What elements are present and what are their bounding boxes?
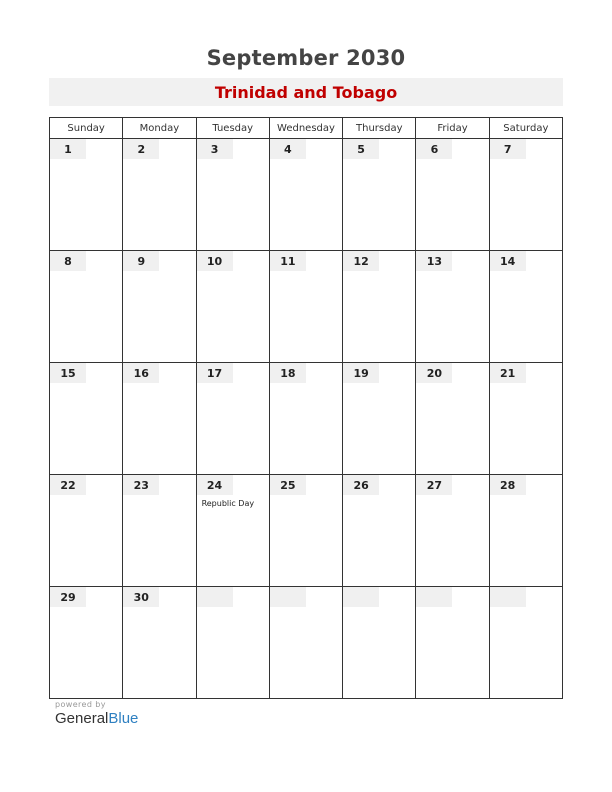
day-number: 13 [426, 255, 443, 268]
day-number: 3 [210, 143, 219, 156]
day-number-box [416, 587, 452, 607]
day-number-box [50, 587, 86, 607]
weekday-header: Tuesday [196, 118, 269, 139]
day-number-box [270, 363, 306, 383]
day-number: 27 [426, 479, 443, 492]
day-cell[interactable] [123, 139, 196, 251]
day-number: 30 [133, 591, 149, 604]
day-number-box [123, 475, 159, 495]
weekday-header: Sunday [50, 118, 123, 139]
generalblue-logo[interactable] [55, 710, 138, 727]
day-cell[interactable] [123, 251, 196, 363]
day-cell[interactable] [343, 587, 416, 699]
day-number-box [123, 251, 159, 271]
day-number: 9 [137, 255, 146, 268]
day-number: 28 [500, 479, 516, 492]
day-cell[interactable] [489, 475, 562, 587]
day-cell[interactable] [196, 139, 269, 251]
weekday-header: Wednesday [269, 118, 342, 139]
day-cell[interactable] [196, 363, 269, 475]
day-cell[interactable] [416, 139, 489, 251]
day-number-box [123, 587, 159, 607]
brand-blue: Blue [108, 710, 139, 727]
day-cell[interactable] [269, 475, 342, 587]
day-number: 11 [280, 255, 296, 268]
day-cell[interactable] [343, 139, 416, 251]
week-row [50, 363, 563, 475]
day-number: 15 [60, 367, 76, 380]
day-number-box [416, 139, 452, 159]
day-cell[interactable] [269, 251, 342, 363]
day-cell[interactable] [343, 363, 416, 475]
day-number-box [50, 475, 86, 495]
day-cell[interactable] [123, 475, 196, 587]
day-cell[interactable] [50, 363, 123, 475]
day-number-box [490, 251, 526, 271]
day-cell[interactable] [50, 587, 123, 699]
day-number: 14 [500, 255, 516, 268]
day-number: 16 [133, 367, 149, 380]
calendar-title: September 2030 [206, 46, 406, 70]
footer-branding [55, 700, 138, 727]
day-cell[interactable] [489, 139, 562, 251]
day-number-box [490, 587, 526, 607]
week-row [50, 139, 563, 251]
day-cell[interactable] [269, 587, 342, 699]
day-number-box [50, 363, 86, 383]
day-cell[interactable] [50, 139, 123, 251]
day-number-box [343, 363, 379, 383]
country-banner [49, 78, 563, 106]
day-cell[interactable] [196, 587, 269, 699]
day-number: 22 [60, 479, 76, 492]
day-number-box [270, 587, 306, 607]
day-cell[interactable] [196, 475, 269, 587]
day-number-box [490, 363, 526, 383]
weekday-header-row [50, 118, 563, 139]
day-cell[interactable] [416, 363, 489, 475]
day-cell[interactable] [416, 587, 489, 699]
powered-by-text: powered by [55, 700, 106, 709]
day-number-box [270, 139, 306, 159]
day-number-box [197, 475, 233, 495]
day-number: 12 [353, 255, 369, 268]
day-number: 5 [357, 143, 365, 156]
day-cell[interactable] [343, 475, 416, 587]
day-number: 2 [137, 143, 146, 156]
day-cell[interactable] [123, 587, 196, 699]
calendar-grid [49, 117, 563, 699]
day-number-box [197, 363, 233, 383]
day-number: 25 [280, 479, 296, 492]
brand-general: General [55, 710, 109, 727]
day-cell[interactable] [50, 475, 123, 587]
day-number-box [416, 251, 452, 271]
day-number-box [416, 363, 452, 383]
weekday-header: Thursday [343, 118, 416, 139]
day-cell[interactable] [269, 363, 342, 475]
day-number-box [416, 475, 452, 495]
day-cell[interactable] [123, 363, 196, 475]
weekday-header: Saturday [489, 118, 562, 139]
day-number: 17 [206, 367, 223, 380]
day-number: 21 [500, 367, 516, 380]
day-cell[interactable] [489, 363, 562, 475]
day-number-box [490, 139, 526, 159]
day-number-box [270, 475, 306, 495]
day-number: 10 [206, 255, 223, 268]
week-row [50, 251, 563, 363]
day-cell[interactable] [196, 251, 269, 363]
day-cell[interactable] [489, 587, 562, 699]
day-cell[interactable] [269, 139, 342, 251]
day-number: 1 [64, 143, 72, 156]
day-number-box [123, 139, 159, 159]
day-cell[interactable] [343, 251, 416, 363]
day-number-box [270, 251, 306, 271]
day-number-box [197, 587, 233, 607]
weekday-header: Friday [416, 118, 489, 139]
day-number: 29 [60, 591, 76, 604]
week-row [50, 587, 563, 699]
day-number-box [343, 139, 379, 159]
weekday-header: Monday [123, 118, 196, 139]
day-number-box [343, 587, 379, 607]
day-number: 26 [353, 479, 369, 492]
day-number: 23 [133, 479, 149, 492]
day-number: 8 [64, 255, 72, 268]
day-cell[interactable] [489, 251, 562, 363]
day-number-box [343, 475, 379, 495]
day-number: 24 [206, 479, 223, 492]
day-number: 7 [503, 143, 512, 156]
day-number-box [50, 139, 86, 159]
day-number: 6 [430, 143, 439, 156]
day-cell[interactable] [416, 251, 489, 363]
week-row [50, 475, 563, 587]
day-number: 19 [353, 367, 369, 380]
day-number-box [197, 139, 233, 159]
country-name: Trinidad and Tobago [214, 83, 398, 102]
day-number-box [123, 363, 159, 383]
day-number-box [343, 251, 379, 271]
holiday-label: Republic Day [201, 499, 255, 508]
day-number: 18 [280, 367, 296, 380]
day-number: 20 [426, 367, 443, 380]
day-number-box [197, 251, 233, 271]
day-number: 4 [284, 143, 292, 156]
day-number-box [50, 251, 86, 271]
day-number-box [490, 475, 526, 495]
day-cell[interactable] [50, 251, 123, 363]
day-cell[interactable] [416, 475, 489, 587]
